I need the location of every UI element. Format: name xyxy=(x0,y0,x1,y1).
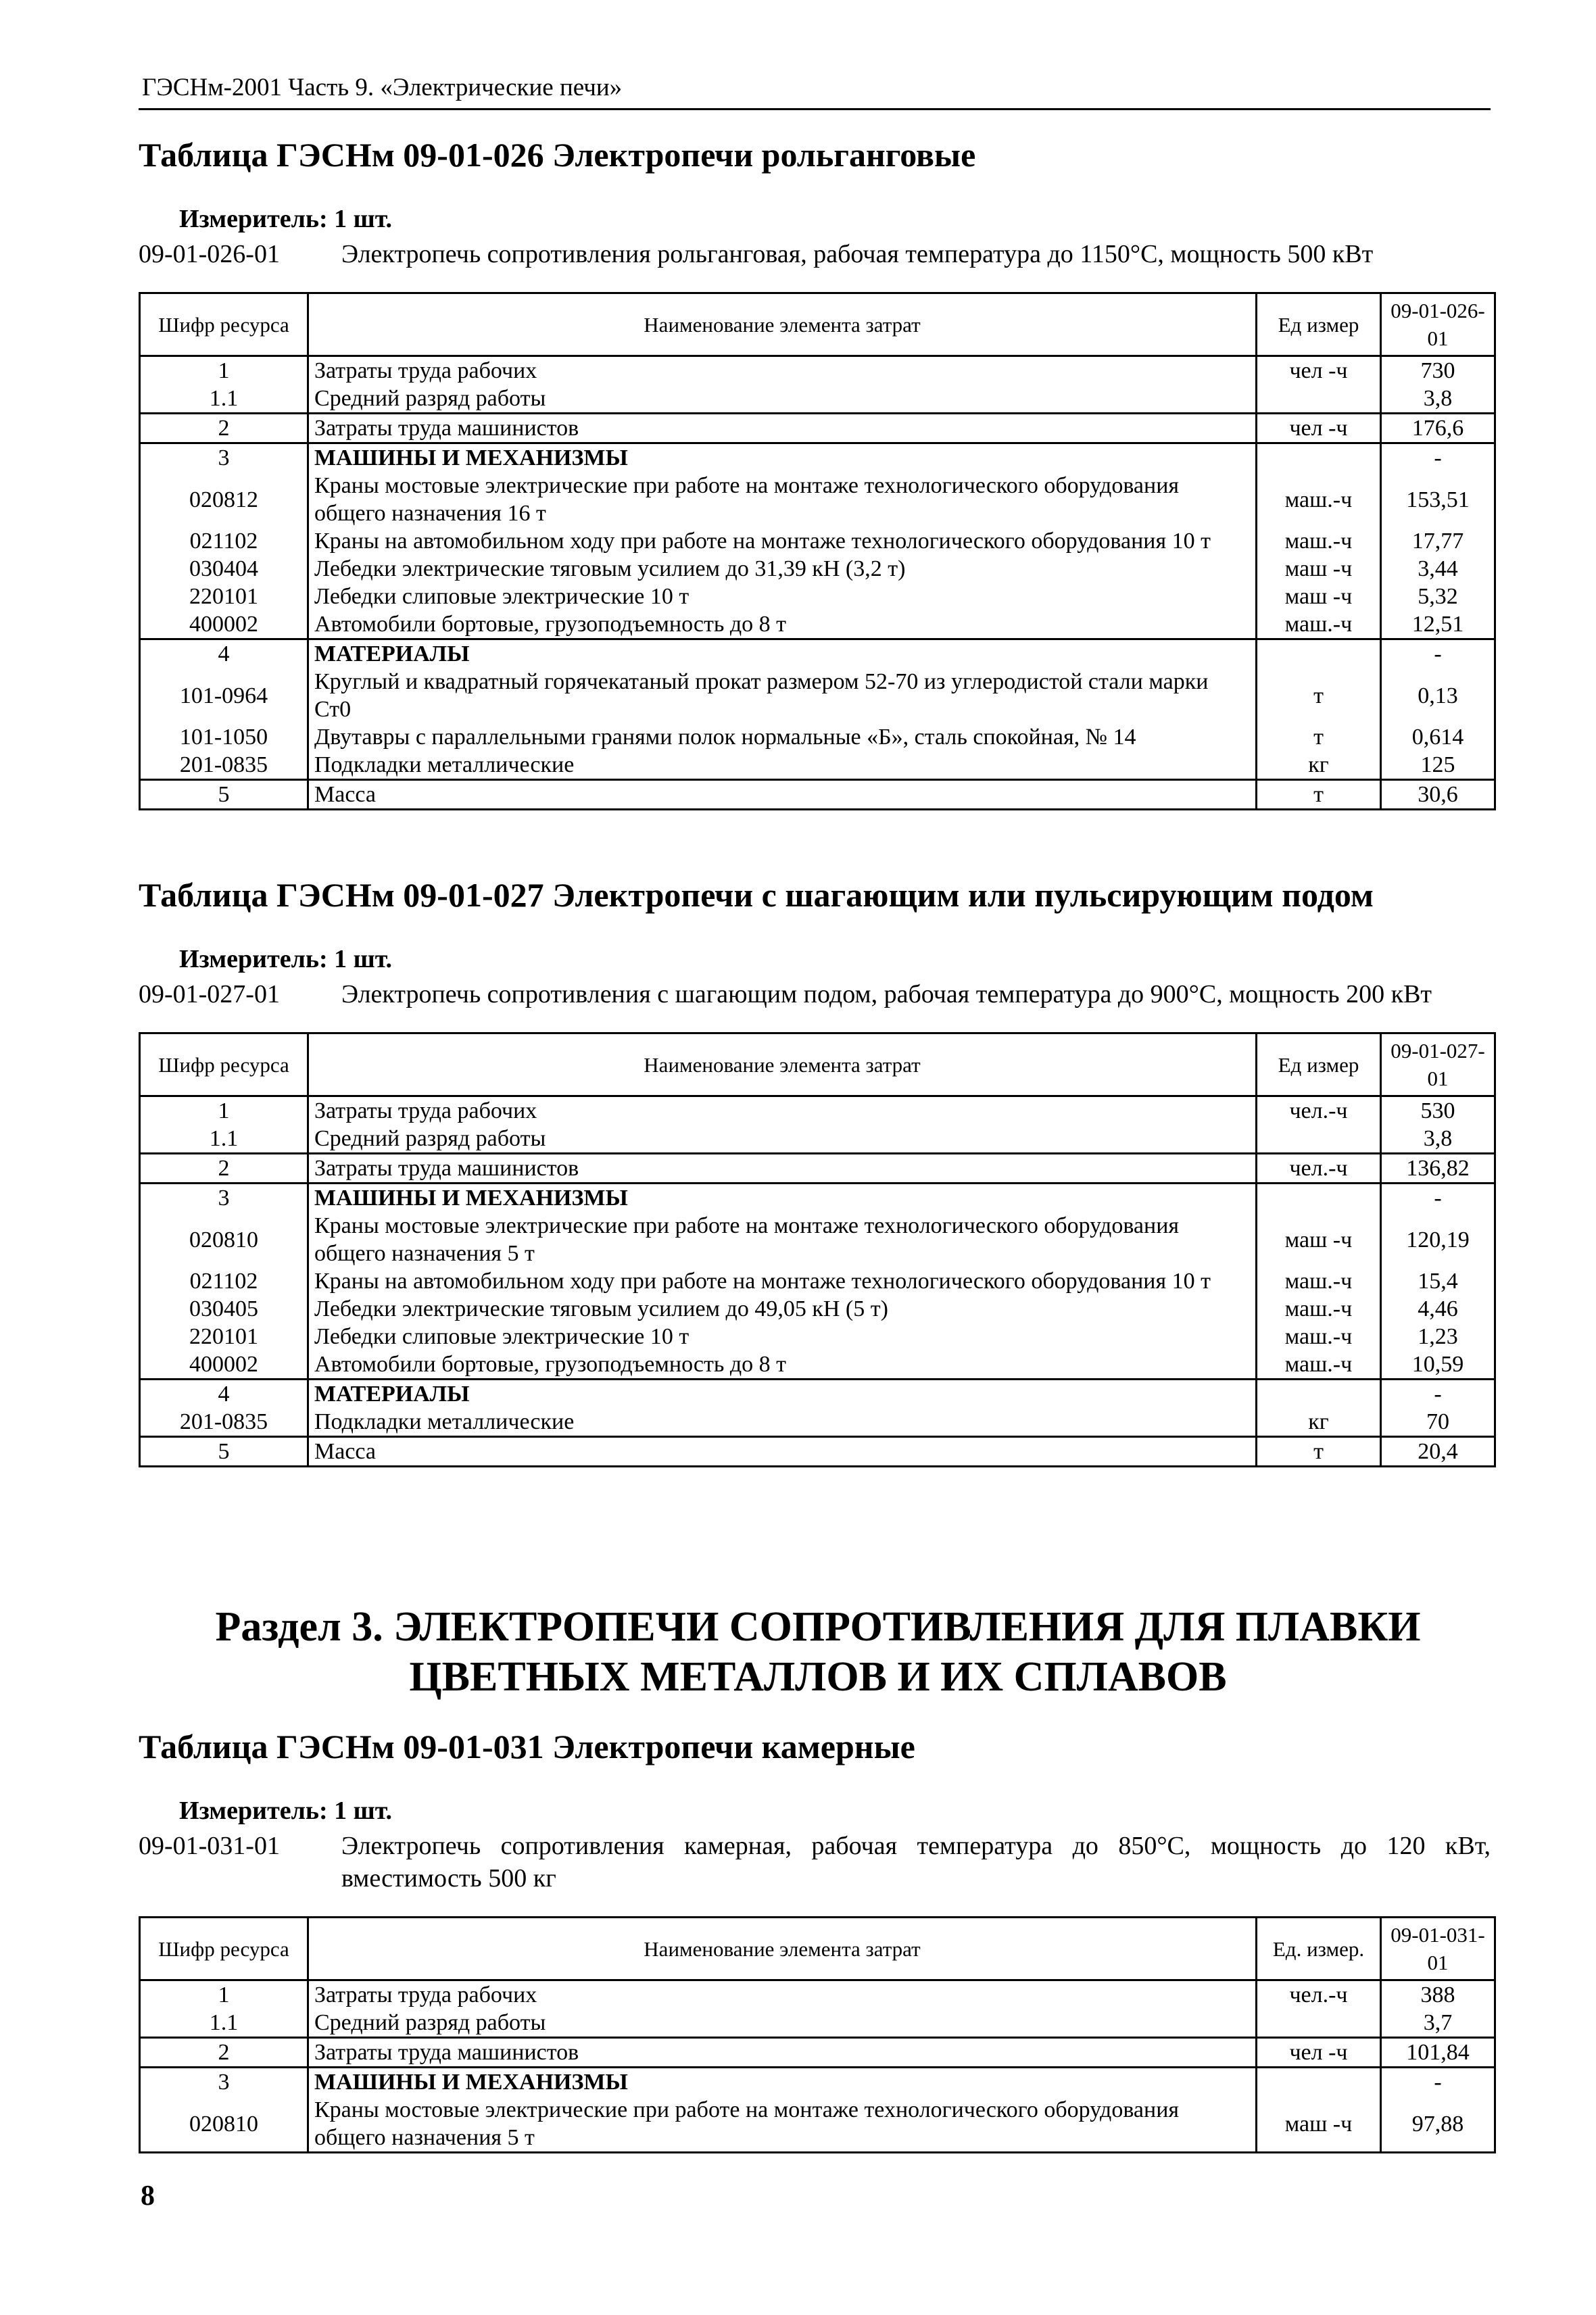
item-description: Электропечь сопротивления камерная, рабочая температура до 850°С, мощность до 120 кВт, вместимость 500 кг xyxy=(341,1832,1491,1893)
table-header-row xyxy=(140,1033,1495,1096)
table-row xyxy=(140,1096,1495,1125)
row-code: 101-0964 xyxy=(140,668,308,723)
row-name: Средний разряд работы xyxy=(308,2009,1257,2038)
row-value: 0,13 xyxy=(1381,668,1495,723)
row-name: Затраты труда машинистов xyxy=(308,1154,1257,1184)
header-code: Шифр ресурса xyxy=(140,1033,308,1096)
row-value: - xyxy=(1381,443,1495,472)
table-title: Таблица ГЭСНм 09-01-027 Электропечи с шагающим или пульсирующим подом xyxy=(139,876,1374,914)
row-code: 1 xyxy=(140,1096,308,1125)
row-name: Подкладки металлические xyxy=(308,1408,1257,1437)
item-line xyxy=(139,978,1491,1010)
row-unit xyxy=(1257,1380,1381,1409)
row-unit: маш.-ч xyxy=(1257,1295,1381,1323)
row-unit: маш -ч xyxy=(1257,2096,1381,2153)
row-name: Круглый и квадратный горячекатаный прокат размером 52-70 из углеродистой стали марки Ст0 xyxy=(308,668,1257,723)
row-value: - xyxy=(1381,1380,1495,1409)
table-block-027 xyxy=(139,875,1491,1467)
row-value: 20,4 xyxy=(1381,1437,1495,1467)
row-unit: маш -ч xyxy=(1257,1212,1381,1267)
table-header-row xyxy=(140,1918,1495,1980)
table-row xyxy=(140,610,1495,639)
table-row xyxy=(140,2096,1495,2153)
row-unit xyxy=(1257,2009,1381,2038)
table-row xyxy=(140,472,1495,527)
row-name: МАШИНЫ И МЕХАНИЗМЫ xyxy=(308,1184,1257,1213)
row-code: 201-0835 xyxy=(140,751,308,780)
table-row xyxy=(140,385,1495,414)
meter-label: Измеритель: xyxy=(179,945,328,973)
row-code: 400002 xyxy=(140,610,308,639)
row-unit: маш -ч xyxy=(1257,555,1381,583)
item-code: 09-01-026-01 xyxy=(139,240,280,268)
header-name: Наименование элемента затрат xyxy=(308,293,1257,356)
row-name: Масса xyxy=(308,1437,1257,1467)
row-value: 12,51 xyxy=(1381,610,1495,639)
row-code: 3 xyxy=(140,443,308,472)
row-code: 020810 xyxy=(140,2096,308,2153)
item-code: 09-01-027-01 xyxy=(139,980,280,1008)
table-row xyxy=(140,2038,1495,2068)
row-unit xyxy=(1257,1184,1381,1213)
row-unit: маш.-ч xyxy=(1257,1350,1381,1380)
row-name: МАТЕРИАЛЫ xyxy=(308,639,1257,668)
header-norm-code: 09-01-026-01 xyxy=(1381,293,1495,356)
table-row xyxy=(140,723,1495,751)
row-value: 97,88 xyxy=(1381,2096,1495,2153)
row-unit: маш -ч xyxy=(1257,583,1381,610)
row-value: 30,6 xyxy=(1381,780,1495,810)
table-row xyxy=(140,1437,1495,1467)
row-value: 5,32 xyxy=(1381,583,1495,610)
row-code: 2 xyxy=(140,1154,308,1184)
row-code: 020812 xyxy=(140,472,308,527)
row-unit: маш.-ч xyxy=(1257,610,1381,639)
row-code: 5 xyxy=(140,1437,308,1467)
row-unit xyxy=(1257,2068,1381,2097)
row-value: 3,8 xyxy=(1381,1125,1495,1154)
table-row xyxy=(140,1212,1495,1267)
table-row xyxy=(140,583,1495,610)
header-code: Шифр ресурса xyxy=(140,1918,308,1980)
row-unit: маш.-ч xyxy=(1257,527,1381,555)
row-value: - xyxy=(1381,1184,1495,1213)
table-row xyxy=(140,555,1495,583)
table-block-031 xyxy=(139,1727,1491,2153)
row-code: 021102 xyxy=(140,527,308,555)
meter-value: 1 шт. xyxy=(334,205,393,233)
meter-value: 1 шт. xyxy=(334,1797,393,1825)
meter-value: 1 шт. xyxy=(334,945,393,973)
table-row xyxy=(140,2009,1495,2038)
row-name: Лебедки электрические тяговым усилием до 31,39 кН (3,2 т) xyxy=(308,555,1257,583)
row-value: 388 xyxy=(1381,1980,1495,2009)
row-value: 125 xyxy=(1381,751,1495,780)
row-value: 730 xyxy=(1381,356,1495,385)
table-row xyxy=(140,414,1495,443)
table-row xyxy=(140,527,1495,555)
row-code: 1 xyxy=(140,1980,308,2009)
header-code: Шифр ресурса xyxy=(140,293,308,356)
table-row xyxy=(140,639,1495,668)
row-name: Лебедки слиповые электрические 10 т xyxy=(308,1323,1257,1350)
row-name: Затраты труда машинистов xyxy=(308,2038,1257,2068)
item-description: Электропечь сопротивления с шагающим подом, рабочая температура до 900°С, мощность 200 кВт xyxy=(341,980,1432,1008)
row-value: - xyxy=(1381,2068,1495,2097)
row-unit: чел.-ч xyxy=(1257,1096,1381,1125)
row-value: 15,4 xyxy=(1381,1267,1495,1295)
row-name: Автомобили бортовые, грузоподъемность до 8 т xyxy=(308,1350,1257,1380)
row-code: 1 xyxy=(140,356,308,385)
row-unit: чел -ч xyxy=(1257,356,1381,385)
row-unit: т xyxy=(1257,780,1381,810)
row-unit: маш.-ч xyxy=(1257,472,1381,527)
table-row xyxy=(140,751,1495,780)
row-name: Краны на автомобильном ходу при работе на монтаже технологического оборудования 10 т xyxy=(308,527,1257,555)
table-row xyxy=(140,443,1495,472)
row-value: 176,6 xyxy=(1381,414,1495,443)
row-name: Лебедки слиповые электрические 10 т xyxy=(308,583,1257,610)
row-name: Затраты труда машинистов xyxy=(308,414,1257,443)
table-block-026 xyxy=(139,135,1491,810)
item-line xyxy=(139,1830,1491,1895)
row-name: Средний разряд работы xyxy=(308,385,1257,414)
table-row xyxy=(140,1408,1495,1437)
row-value: 120,19 xyxy=(1381,1212,1495,1267)
header-rule xyxy=(139,108,1491,110)
row-code: 400002 xyxy=(140,1350,308,1380)
table-header-row xyxy=(140,293,1495,356)
table-row xyxy=(140,1125,1495,1154)
row-value: 136,82 xyxy=(1381,1154,1495,1184)
row-value: 1,23 xyxy=(1381,1323,1495,1350)
row-code: 020810 xyxy=(140,1212,308,1267)
row-name: Затраты труда рабочих xyxy=(308,1096,1257,1125)
table-row xyxy=(140,1267,1495,1295)
row-code: 4 xyxy=(140,639,308,668)
row-code: 1.1 xyxy=(140,1125,308,1154)
header-norm-code: 09-01-027-01 xyxy=(1381,1033,1495,1096)
table-row xyxy=(140,1350,1495,1380)
row-unit: чел.-ч xyxy=(1257,1980,1381,2009)
table-row xyxy=(140,1980,1495,2009)
row-code: 1.1 xyxy=(140,385,308,414)
row-name: Краны мостовые электрические при работе на монтаже технологического оборудования общего назначения 5 т xyxy=(308,2096,1257,2153)
item-code: 09-01-031-01 xyxy=(139,1832,280,1860)
meter-line xyxy=(139,204,1491,234)
row-name: Масса xyxy=(308,780,1257,810)
row-unit: кг xyxy=(1257,751,1381,780)
row-code: 3 xyxy=(140,1184,308,1213)
meter-label: Измеритель: xyxy=(179,1797,328,1825)
row-code: 030404 xyxy=(140,555,308,583)
row-name: Средний разряд работы xyxy=(308,1125,1257,1154)
row-name: Краны мостовые электрические при работе на монтаже технологического оборудования общего назначения 16 т xyxy=(308,472,1257,527)
row-value: - xyxy=(1381,639,1495,668)
row-code: 201-0835 xyxy=(140,1408,308,1437)
section-heading: Раздел 3. ЭЛЕКТРОПЕЧИ СОПРОТИВЛЕНИЯ ДЛЯ ПЛАВКИ ЦВЕТНЫХ МЕТАЛЛОВ И ИХ СПЛАВОВ xyxy=(215,1604,1421,1700)
row-name: Лебедки электрические тяговым усилием до 49,05 кН (5 т) xyxy=(308,1295,1257,1323)
row-code: 4 xyxy=(140,1380,308,1409)
row-name: Краны мостовые электрические при работе на монтаже технологического оборудования общего назначения 5 т xyxy=(308,1212,1257,1267)
row-unit: маш.-ч xyxy=(1257,1267,1381,1295)
table-row xyxy=(140,1154,1495,1184)
table-row xyxy=(140,780,1495,810)
header-name: Наименование элемента затрат xyxy=(308,1033,1257,1096)
norm-table xyxy=(139,292,1496,810)
row-unit xyxy=(1257,385,1381,414)
row-value: 3,44 xyxy=(1381,555,1495,583)
row-code: 220101 xyxy=(140,1323,308,1350)
row-value: 70 xyxy=(1381,1408,1495,1437)
row-code: 3 xyxy=(140,2068,308,2097)
row-unit: маш.-ч xyxy=(1257,1323,1381,1350)
norm-table xyxy=(139,1032,1496,1467)
item-line xyxy=(139,238,1491,270)
header-unit: Ед измер xyxy=(1257,293,1381,356)
row-value: 0,614 xyxy=(1381,723,1495,751)
row-unit xyxy=(1257,443,1381,472)
row-name: Краны на автомобильном ходу при работе на монтаже технологического оборудования 10 т xyxy=(308,1267,1257,1295)
row-unit: кг xyxy=(1257,1408,1381,1437)
row-name: МАШИНЫ И МЕХАНИЗМЫ xyxy=(308,2068,1257,2097)
header-unit: Ед измер xyxy=(1257,1033,1381,1096)
row-unit: т xyxy=(1257,723,1381,751)
row-name: МАШИНЫ И МЕХАНИЗМЫ xyxy=(308,443,1257,472)
meter-label: Измеритель: xyxy=(179,205,328,233)
row-name: Затраты труда рабочих xyxy=(308,356,1257,385)
row-name: МАТЕРИАЛЫ xyxy=(308,1380,1257,1409)
row-unit: чел.-ч xyxy=(1257,1154,1381,1184)
row-name: Подкладки металлические xyxy=(308,751,1257,780)
item-description: Электропечь сопротивления рольганговая, рабочая температура до 1150°С, мощность 500 кВт xyxy=(341,240,1374,268)
row-code: 101-1050 xyxy=(140,723,308,751)
table-row xyxy=(140,1295,1495,1323)
row-code: 2 xyxy=(140,2038,308,2068)
page-number: 8 xyxy=(141,2180,155,2212)
row-name: Затраты труда рабочих xyxy=(308,1980,1257,2009)
row-value: 530 xyxy=(1381,1096,1495,1125)
row-unit: т xyxy=(1257,668,1381,723)
table-title: Таблица ГЭСНм 09-01-031 Электропечи камерные xyxy=(139,1728,915,1765)
row-value: 3,7 xyxy=(1381,2009,1495,2038)
table-row xyxy=(140,668,1495,723)
row-unit xyxy=(1257,639,1381,668)
row-name: Автомобили бортовые, грузоподъемность до 8 т xyxy=(308,610,1257,639)
table-row xyxy=(140,1380,1495,1409)
row-unit xyxy=(1257,1125,1381,1154)
header-name: Наименование элемента затрат xyxy=(308,1918,1257,1980)
row-name: Двутавры с параллельными гранями полок нормальные «Б», сталь спокойная, № 14 xyxy=(308,723,1257,751)
row-code: 5 xyxy=(140,780,308,810)
row-value: 153,51 xyxy=(1381,472,1495,527)
meter-line xyxy=(139,944,1491,974)
row-unit: т xyxy=(1257,1437,1381,1467)
table-row xyxy=(140,1184,1495,1213)
row-value: 3,8 xyxy=(1381,385,1495,414)
meter-line xyxy=(139,1796,1491,1826)
table-row xyxy=(140,1323,1495,1350)
row-code: 030405 xyxy=(140,1295,308,1323)
running-head: ГЭСНм-2001 Часть 9. «Электрические печи» xyxy=(142,74,623,101)
row-value: 101,84 xyxy=(1381,2038,1495,2068)
row-code: 021102 xyxy=(140,1267,308,1295)
table-title: Таблица ГЭСНм 09-01-026 Электропечи рольганговые xyxy=(139,136,976,174)
row-unit: чел -ч xyxy=(1257,414,1381,443)
table-row xyxy=(140,356,1495,385)
norm-table xyxy=(139,1916,1496,2153)
table-row xyxy=(140,2068,1495,2097)
row-unit: чел -ч xyxy=(1257,2038,1381,2068)
row-value: 4,46 xyxy=(1381,1295,1495,1323)
header-unit: Ед. измер. xyxy=(1257,1918,1381,1980)
row-code: 2 xyxy=(140,414,308,443)
row-value: 17,77 xyxy=(1381,527,1495,555)
row-code: 220101 xyxy=(140,583,308,610)
row-value: 10,59 xyxy=(1381,1350,1495,1380)
row-code: 1.1 xyxy=(140,2009,308,2038)
header-norm-code: 09-01-031-01 xyxy=(1381,1918,1495,1980)
